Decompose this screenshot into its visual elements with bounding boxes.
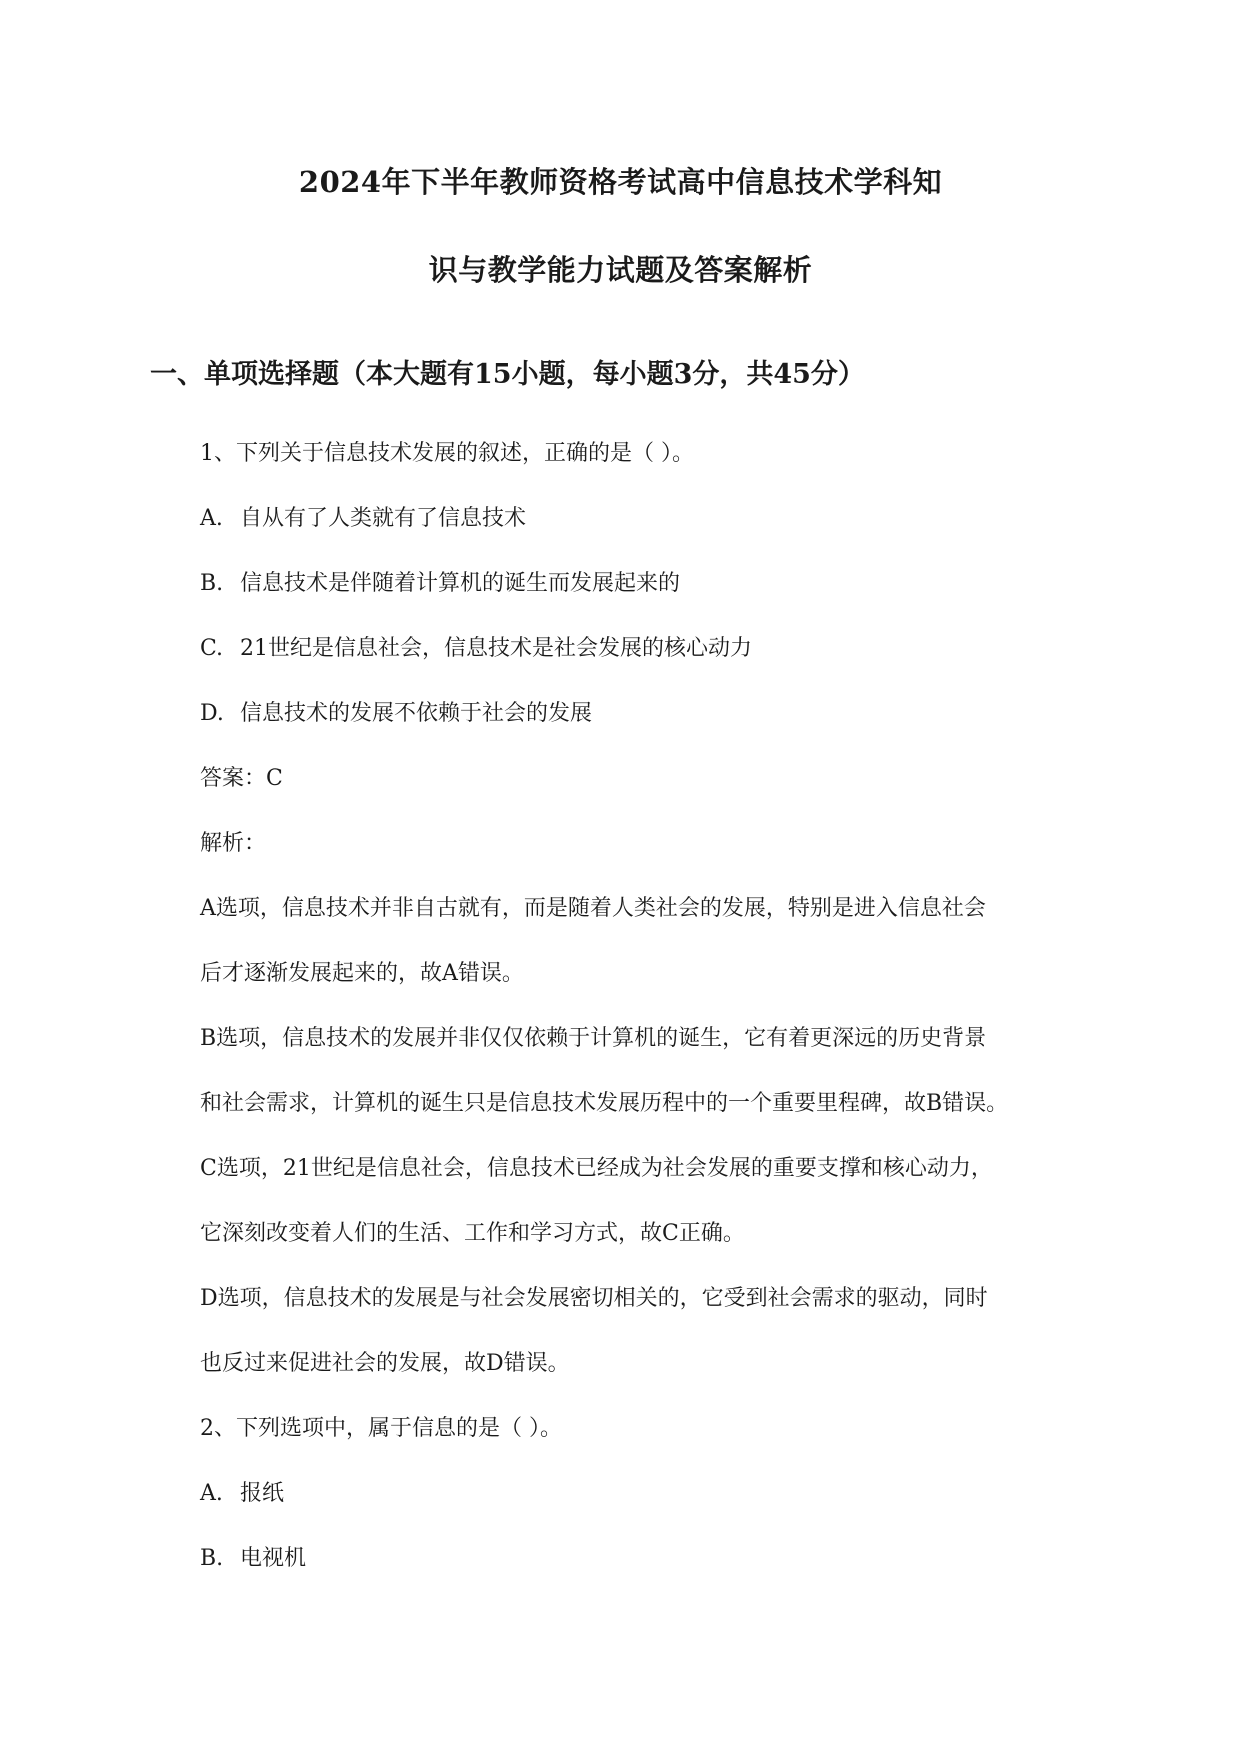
document-title-line-2: 识与教学能力试题及答案解析 — [428, 253, 813, 287]
question-1-answer: 答案：C — [200, 766, 283, 791]
question-1-analysis-label: 解析： — [200, 831, 267, 856]
analysis-line: C选项，21世纪是信息社会，信息技术已经成为社会发展的重要支撑和核心动力， — [200, 1156, 993, 1181]
question-2-option-b — [200, 1544, 306, 1574]
option-text: 信息技术的发展不依赖于社会的发展 — [240, 701, 593, 726]
option-text: 信息技术是伴随着计算机的诞生而发展起来的 — [240, 571, 681, 596]
option-letter: D. — [200, 701, 224, 726]
analysis-line: A选项，信息技术并非自古就有，而是随着人类社会的发展，特别是进入信息社会 — [200, 896, 986, 921]
analysis-line: 也反过来促进社会的发展，故D错误。 — [200, 1351, 570, 1376]
analysis-line: 它深刻改变着人们的生活、工作和学习方式，故C正确。 — [200, 1221, 745, 1246]
option-text: 电视机 — [240, 1546, 307, 1571]
analysis-line: B选项，信息技术的发展并非仅仅依赖于计算机的诞生，它有着更深远的历史背景 — [200, 1026, 987, 1051]
question-1-option-d — [200, 699, 592, 729]
option-letter: B. — [200, 571, 224, 596]
option-text: 报纸 — [240, 1481, 285, 1506]
question-1-option-b — [200, 569, 680, 599]
section-heading: 一、单项选择题（本大题有15小题，每小题3分，共45分） — [150, 359, 865, 390]
analysis-line: D选项，信息技术的发展是与社会发展密切相关的，它受到社会需求的驱动，同时 — [200, 1286, 988, 1311]
document-title-line-1: 2024年下半年教师资格考试高中信息技术学科知 — [298, 165, 943, 199]
question-1-option-c — [200, 634, 752, 664]
analysis-line: 和社会需求，计算机的诞生只是信息技术发展历程中的一个重要里程碑，故B错误。 — [200, 1091, 1009, 1116]
option-letter: C. — [200, 636, 224, 661]
question-1-option-a — [200, 504, 526, 534]
option-letter: B. — [200, 1546, 224, 1571]
option-text: 21世纪是信息社会，信息技术是社会发展的核心动力 — [240, 636, 752, 661]
question-2-stem: 2、下列选项中，属于信息的是（ ）。 — [200, 1416, 562, 1441]
question-2-option-a — [200, 1479, 284, 1509]
analysis-line: 后才逐渐发展起来的，故A错误。 — [200, 961, 524, 986]
option-letter: A. — [200, 1481, 223, 1506]
question-1-stem: 1、下列关于信息技术发展的叙述，正确的是（ ）。 — [200, 441, 694, 466]
option-text: 自从有了人类就有了信息技术 — [240, 506, 527, 531]
option-letter: A. — [200, 506, 223, 531]
